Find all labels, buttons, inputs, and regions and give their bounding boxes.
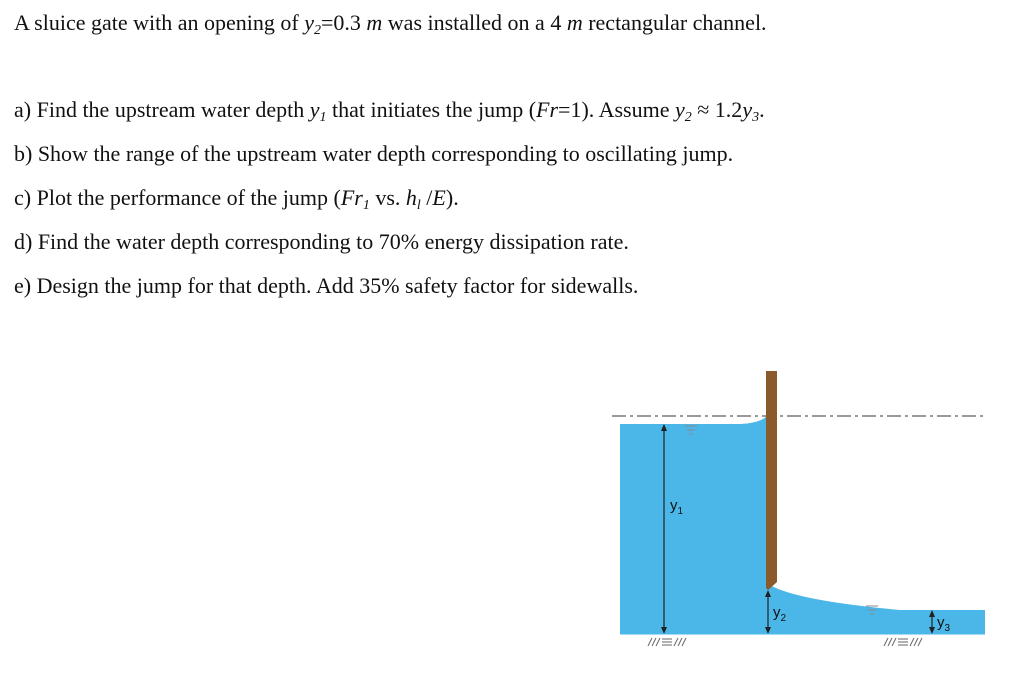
upstream-bed-symbol xyxy=(648,638,686,646)
downstream-bed-symbol xyxy=(884,638,922,646)
question-e: e) Design the jump for that depth. Add 35% safety factor for sidewalls. xyxy=(14,273,639,298)
downstream-water xyxy=(767,583,985,634)
question-a: a) Find the upstream water depth $y_1$ that initiates the jump (Fr=1). Assume $y_2 \approx 1.2y_3$. xyxy=(14,97,765,125)
question-d: d) Find the water depth corresponding to 70% energy dissipation rate. xyxy=(14,229,629,254)
sluice-gate xyxy=(766,371,777,590)
y3-label: $y_3$ xyxy=(937,614,951,634)
question-c: c) Plot the performance of the jump ($Fr_1$ vs. $h_l$ /E). xyxy=(14,185,459,213)
y2-label: $y_2$ xyxy=(773,604,787,624)
upstream-water xyxy=(620,416,767,634)
question-b: b) Show the range of the upstream water depth corresponding to oscillating jump. xyxy=(14,141,734,166)
problem-title: A sluice gate with an opening of $y_2=0.3$ m was installed on a 4 m rectangular channel. xyxy=(14,10,767,38)
y1-label: $y_1$ xyxy=(670,497,684,517)
sluice-gate-figure xyxy=(600,355,1020,655)
